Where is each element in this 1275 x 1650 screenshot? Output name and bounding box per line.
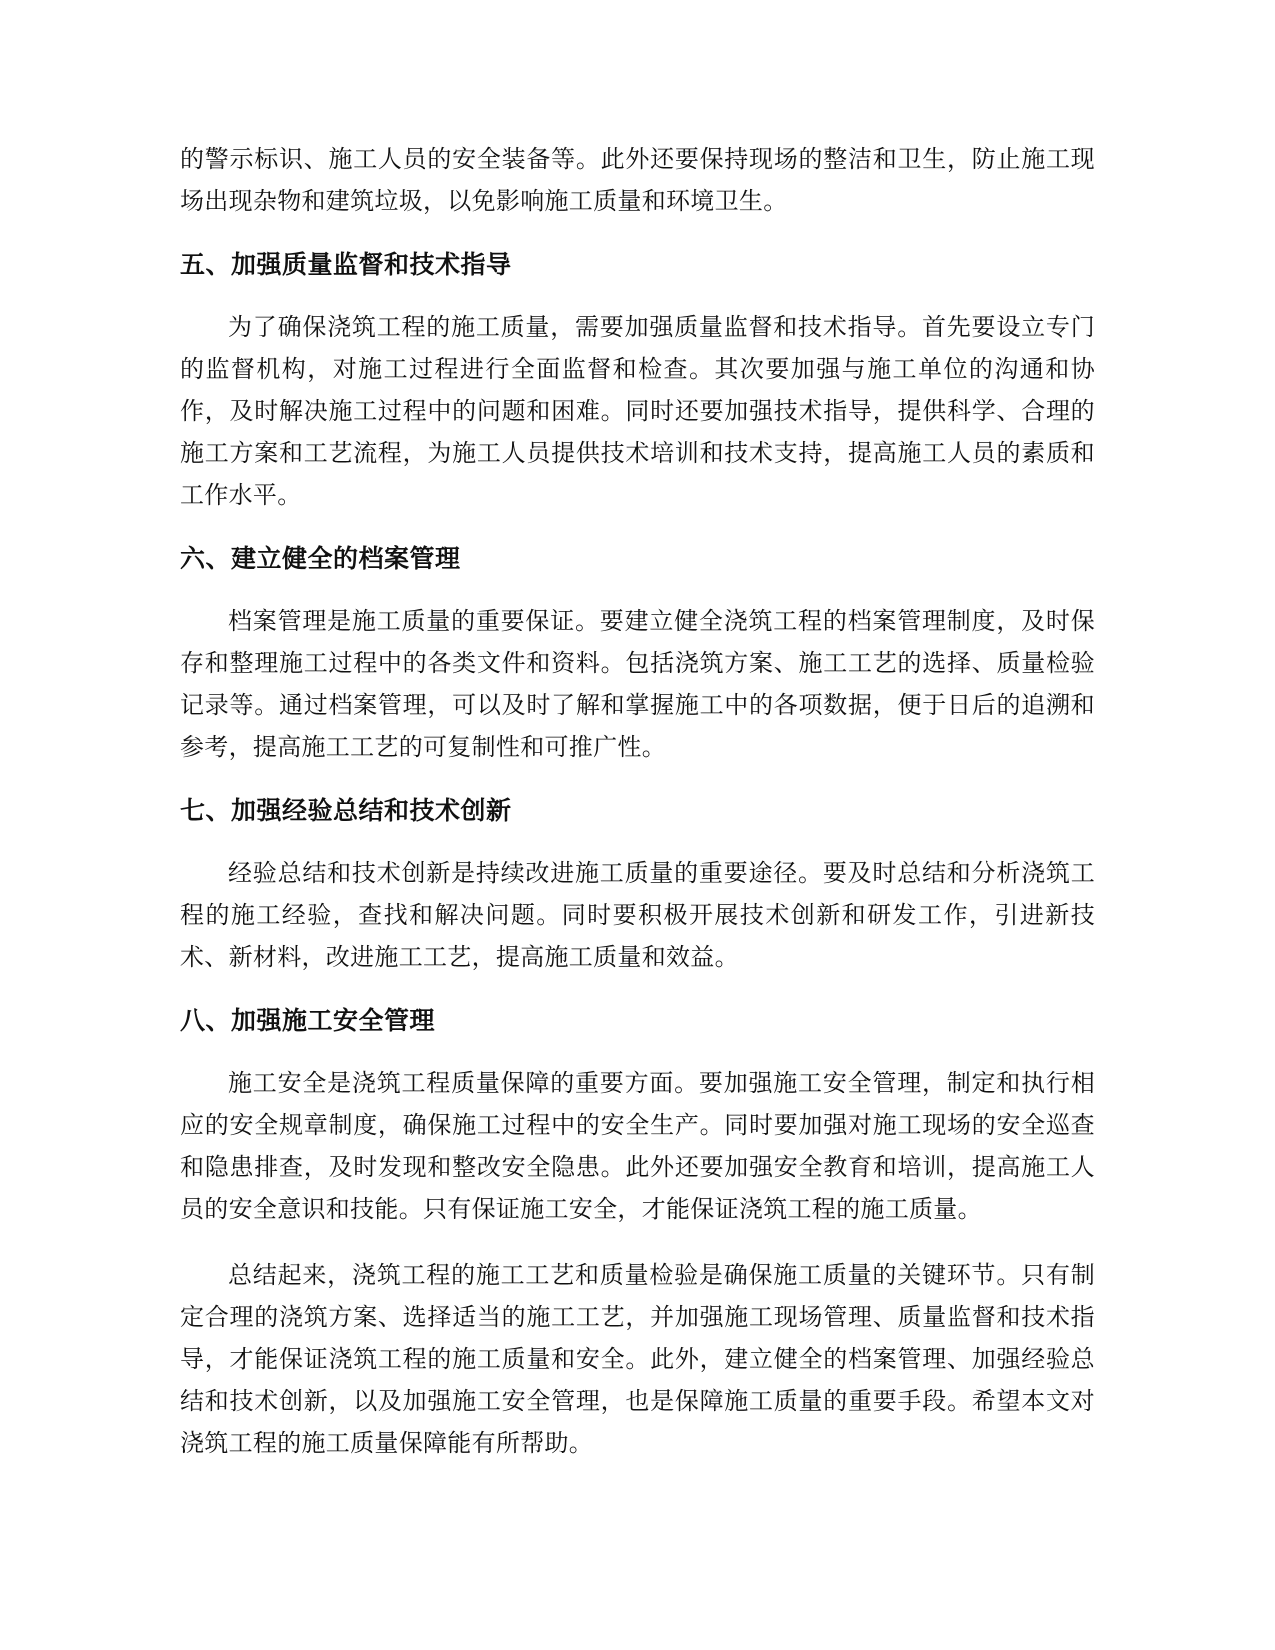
section-heading-5: 五、加强质量监督和技术指导 bbox=[180, 250, 512, 279]
conclusion-paragraph: 总结起来，浇筑工程的施工工艺和质量检验是确保施工质量的关键环节。只有制定合理的浇筑方案、选择适当的施工工艺，并加强施工现场管理、质量监督和技术指导，才能保证浇筑工程的施工质量和安全。此外，建立健全的档案管理、加强经验总结和技术创新，以及加强施工安全管理，也是保障施工质量的重要手段。希望本文对浇筑工程的施工质量保障能有所帮助。 bbox=[180, 1261, 1095, 1457]
section-paragraph-7: 经验总结和技术创新是持续改进施工质量的重要途径。要及时总结和分析浇筑工程的施工经验，查找和解决问题。同时要积极开展技术创新和研发工作，引进新技术、新材料，改进施工工艺，提高施工质量和效益。 bbox=[180, 859, 1095, 971]
section-paragraph-8: 施工安全是浇筑工程质量保障的重要方面。要加强施工安全管理，制定和执行相应的安全规章制度，确保施工过程中的安全生产。同时要加强对施工现场的安全巡查和隐患排查，及时发现和整改安全隐患。此外还要加强安全教育和培训，提高施工人员的安全意识和技能。只有保证施工安全，才能保证浇筑工程的施工质量。 bbox=[180, 1069, 1095, 1223]
section-heading-8: 八、加强施工安全管理 bbox=[180, 1006, 436, 1035]
section-paragraph-5: 为了确保浇筑工程的施工质量，需要加强质量监督和技术指导。首先要设立专门的监督机构，对施工过程进行全面监督和检查。其次要加强与施工单位的沟通和协作，及时解决施工过程中的问题和困难。同时还要加强技术指导，提供科学、合理的施工方案和工艺流程，为施工人员提供技术培训和技术支持，提高施工人员的素质和工作水平。 bbox=[180, 313, 1095, 509]
document-page bbox=[180, 138, 1095, 1464]
section-heading-6: 六、建立健全的档案管理 bbox=[180, 544, 461, 573]
section-paragraph-6: 档案管理是施工质量的重要保证。要建立健全浇筑工程的档案管理制度，及时保存和整理施工过程中的各类文件和资料。包括浇筑方案、施工工艺的选择、质量检验记录等。通过档案管理，可以及时了解和掌握施工中的各项数据，便于日后的追溯和参考，提高施工工艺的可复制性和可推广性。 bbox=[180, 607, 1095, 761]
opening-paragraph: 的警示标识、施工人员的安全装备等。此外还要保持现场的整洁和卫生，防止施工现场出现杂物和建筑垃圾，以免影响施工质量和环境卫生。 bbox=[180, 145, 1095, 215]
section-heading-7: 七、加强经验总结和技术创新 bbox=[180, 796, 512, 825]
